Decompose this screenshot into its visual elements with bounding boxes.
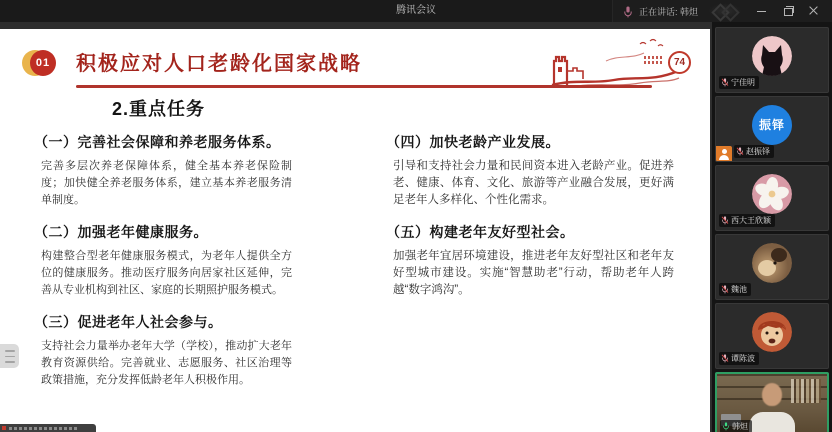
- participant-tile[interactable]: [715, 27, 829, 93]
- participant-name: 魏池: [731, 285, 747, 294]
- screen-share-statusbar[interactable]: [0, 424, 96, 432]
- slide-right-column: [386, 132, 674, 299]
- seal-caption: [644, 56, 664, 66]
- name-label: [719, 283, 751, 296]
- participant-name: 韩炟: [732, 422, 748, 431]
- close-button[interactable]: [804, 2, 824, 20]
- mic-muted-icon: [721, 285, 729, 294]
- task-heading: （四）加快老龄产业发展。: [386, 134, 560, 150]
- participant-name: 宁佳明: [731, 78, 755, 87]
- task-heading: （五）构建老年友好型社会。: [386, 224, 575, 240]
- participant-name: 谭陈波: [731, 354, 755, 363]
- task-heading: （一）完善社会保障和养老服务体系。: [34, 134, 281, 150]
- mic-muted-icon: [721, 216, 729, 225]
- participants-sidebar: [712, 22, 832, 432]
- avatar: [752, 174, 792, 214]
- titlebar-right: [612, 0, 832, 22]
- app-title: 腾讯会议: [396, 5, 436, 16]
- page-number-badge: 74: [668, 51, 691, 74]
- participant-tile[interactable]: [715, 303, 829, 369]
- participant-name: 赵振铎: [746, 147, 770, 156]
- name-label: [719, 214, 775, 227]
- meeting-watermark-icon: [708, 3, 742, 19]
- avatar: [752, 36, 792, 76]
- section-heading: 2.重点任务: [112, 99, 206, 119]
- mic-on-icon: [722, 422, 730, 431]
- side-panel-handle[interactable]: [0, 344, 19, 368]
- task-item: [34, 222, 292, 299]
- mic-muted-icon: [736, 147, 744, 156]
- slide-chapter-badge: 01: [30, 50, 56, 76]
- task-body: 完善多层次养老保障体系，健全基本养老保险制度；加快健全养老服务体系，建立基本养老服务清单制度。: [41, 160, 292, 206]
- hamburger-icon: [5, 350, 15, 352]
- minimize-button[interactable]: [752, 2, 772, 20]
- name-label: [719, 76, 759, 89]
- slide-title: 积极应对人口老龄化国家战略: [76, 53, 362, 75]
- participant-tile[interactable]: [715, 96, 829, 162]
- person: [762, 383, 782, 406]
- task-item: [34, 132, 292, 209]
- speaking-status: 正在讲话: 韩炟: [638, 6, 698, 17]
- avatar: [752, 243, 792, 283]
- task-heading: （三）促进老年人社会参与。: [34, 314, 223, 330]
- restore-button[interactable]: [778, 2, 798, 20]
- titlebar: [0, 0, 832, 22]
- participant-name: 西大王欣颖: [731, 216, 771, 225]
- mic-muted-icon: [721, 354, 729, 363]
- participant-tile[interactable]: [715, 234, 829, 300]
- name-label: [719, 352, 759, 365]
- avatar: 振铎: [752, 105, 792, 145]
- task-heading: （二）加强老年健康服务。: [34, 224, 208, 240]
- slide-left-column: [34, 132, 292, 389]
- task-item: [34, 312, 292, 389]
- task-body: 引导和支持社会力量和民间资本进入老龄产业。促进养老、健康、体育、文化、旅游等产业融合发展，更好满足老年人多样化、个性化需求。: [393, 160, 674, 206]
- task-body: 支持社会力量举办老年大学（学校），推动扩大老年教育资源供给。完善就业、志愿服务、社区治理等政策措施，充分发挥低龄老年人积极作用。: [41, 340, 292, 386]
- participant-tile-active-speaker[interactable]: [715, 372, 829, 432]
- avatar: [752, 312, 792, 352]
- shared-slide: [0, 29, 710, 432]
- task-body: 构建整合型老年健康服务模式，为老年人提供全方位的健康服务。推动医疗服务向居家社区延伸，完善从专业机构到社区、家庭的长期照护服务模式。: [41, 250, 292, 296]
- name-label: [720, 420, 752, 432]
- task-item: [386, 222, 674, 299]
- screen-sharing-icon: [716, 146, 732, 161]
- mic-muted-icon: [721, 78, 729, 87]
- task-item: [386, 132, 674, 209]
- speaking-mic-icon: [623, 5, 633, 17]
- task-body: 加强老年宜居环境建设，推进老年友好型社区和老年友好型城市建设。实施“智慧助老”行动，帮助老年人跨越“数字鸿沟”。: [393, 250, 674, 296]
- name-label: [734, 145, 774, 158]
- participant-tile[interactable]: [715, 165, 829, 231]
